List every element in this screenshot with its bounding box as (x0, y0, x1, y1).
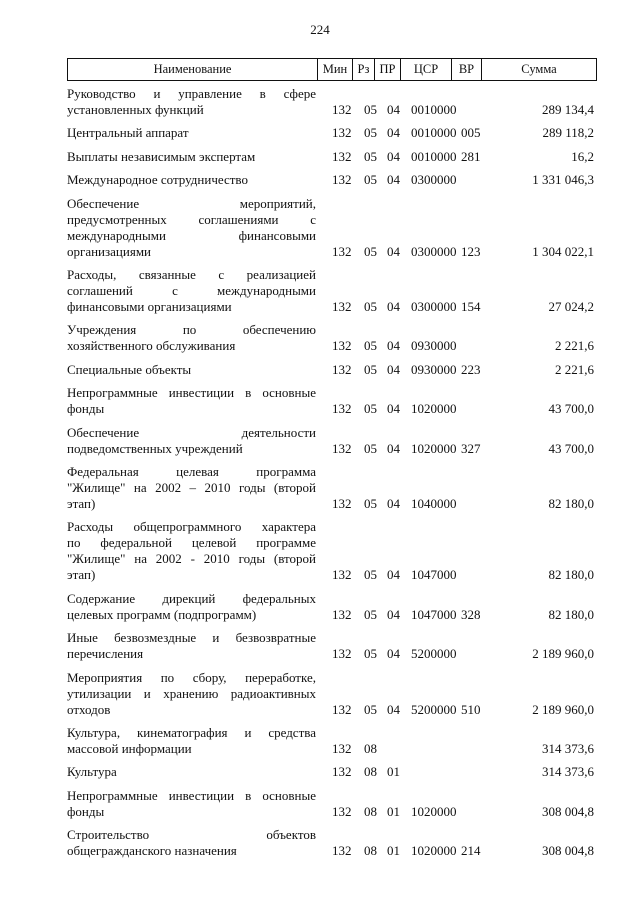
row-codes (67, 741, 597, 757)
row-sum: 1 304 022,1 (532, 243, 594, 259)
row-csr: 0010000 (411, 148, 457, 164)
row-name-line: утилизации и хранению радиоактивных (67, 685, 316, 701)
row-rz: 08 (364, 764, 377, 780)
row-codes (67, 102, 597, 118)
row-rz: 08 (364, 803, 377, 819)
row-csr: 0010000 (411, 125, 457, 141)
table-row (67, 267, 597, 315)
row-vr: 005 (461, 125, 481, 141)
row-name-line: Непрограммные инвестиции в основные (67, 787, 316, 803)
row-codes (67, 646, 597, 662)
row-csr: 1047000 (411, 606, 457, 622)
table-row (67, 149, 597, 165)
row-name-line: Учреждения по обеспечению (67, 322, 316, 338)
table-row (67, 827, 597, 859)
row-sum: 308 004,8 (542, 843, 594, 859)
header-min: Мин (317, 59, 352, 80)
row-rz: 05 (364, 125, 377, 141)
row-pr: 04 (387, 338, 400, 354)
row-csr: 0300000 (411, 243, 457, 259)
row-csr: 5200000 (411, 646, 457, 662)
table-row (67, 764, 597, 780)
row-name-line: массовой информации (67, 741, 192, 756)
row-min: 132 (332, 172, 352, 188)
row-name-line: хозяйственного обслуживания (67, 338, 236, 354)
row-name-line: предусмотренных соглашениями с (67, 211, 316, 227)
row-codes (67, 441, 597, 457)
table-row (67, 362, 597, 378)
row-vr: 223 (461, 361, 481, 377)
row-name-line: этап) (67, 567, 96, 583)
row-name-line: фонды (67, 803, 105, 819)
row-name-line: Специальные объекты (67, 361, 192, 377)
row-pr: 04 (387, 148, 400, 164)
row-vr: 328 (461, 606, 481, 622)
row-pr: 04 (387, 172, 400, 188)
row-rz: 05 (364, 701, 377, 717)
row-pr: 04 (387, 440, 400, 456)
row-min: 132 (332, 764, 352, 780)
row-vr: 123 (461, 243, 481, 259)
row-name-line: перечисления (67, 646, 144, 662)
row-pr: 01 (387, 764, 400, 780)
row-csr: 0930000 (411, 338, 457, 354)
row-name-line: этап) (67, 496, 96, 511)
row-rz: 05 (364, 361, 377, 377)
row-name-line: Международное сотрудничество (67, 172, 248, 188)
row-csr: 1020000 (411, 843, 457, 859)
row-sum: 308 004,8 (542, 803, 594, 819)
row-codes (67, 244, 597, 260)
row-min: 132 (332, 243, 352, 259)
row-csr: 1040000 (411, 496, 457, 511)
table-row (67, 519, 597, 583)
row-pr: 01 (387, 803, 400, 819)
header-name: Наименование (153, 62, 232, 76)
row-codes (67, 362, 597, 378)
row-rz: 05 (364, 567, 377, 583)
table-row (67, 464, 597, 512)
row-rz: 05 (364, 299, 377, 314)
row-min: 132 (332, 843, 352, 859)
row-name-line: Расходы общепрограммного характера (67, 519, 316, 535)
row-rz: 05 (364, 243, 377, 259)
row-name-line: Мероприятия по сбору, переработке, (67, 669, 316, 685)
row-name-line: Культура (67, 764, 117, 780)
row-min: 132 (332, 496, 352, 511)
row-min: 132 (332, 606, 352, 622)
table-row (67, 196, 597, 260)
row-min: 132 (332, 338, 352, 354)
table-row (67, 630, 597, 662)
row-sum: 289 118,2 (542, 125, 594, 141)
row-pr: 04 (387, 496, 400, 511)
row-name-line: Обеспечение мероприятий, (67, 195, 316, 211)
row-min: 132 (332, 803, 352, 819)
table-row (67, 591, 597, 623)
row-name-line: по федеральной целевой программе (67, 535, 316, 551)
row-codes (67, 299, 597, 315)
row-name-line: международными финансовыми (67, 227, 316, 243)
row-sum: 82 180,0 (548, 606, 594, 622)
row-name-line: фонды (67, 401, 105, 417)
row-name-line: Непрограммные инвестиции в основные (67, 385, 316, 401)
row-sum: 314 373,6 (542, 741, 594, 756)
row-name-line: отходов (67, 701, 111, 717)
row-csr: 0930000 (411, 361, 457, 377)
row-codes (67, 496, 597, 512)
row-pr: 04 (387, 125, 400, 141)
row-min: 132 (332, 148, 352, 164)
header-vr: ВР (451, 59, 481, 80)
row-csr: 0300000 (411, 172, 457, 188)
row-rz: 05 (364, 102, 377, 117)
row-rz: 05 (364, 440, 377, 456)
row-sum: 43 700,0 (548, 440, 594, 456)
row-codes (67, 843, 597, 859)
row-name-line: Строительство объектов (67, 827, 316, 843)
row-name-line: Иные безвозмездные и безвозвратные (67, 630, 316, 646)
table-row (67, 322, 597, 354)
row-min: 132 (332, 567, 352, 583)
row-rz: 05 (364, 496, 377, 511)
table-header (67, 58, 597, 81)
row-codes (67, 172, 597, 188)
row-rz: 08 (364, 741, 377, 756)
row-codes (67, 338, 597, 354)
row-codes (67, 764, 597, 780)
row-min: 132 (332, 401, 352, 417)
row-rz: 05 (364, 606, 377, 622)
row-sum: 16,2 (571, 148, 594, 164)
row-codes (67, 702, 597, 718)
table-row (67, 725, 597, 757)
row-codes (67, 567, 597, 583)
row-rz: 05 (364, 148, 377, 164)
row-pr: 04 (387, 606, 400, 622)
header-csr: ЦСР (400, 59, 451, 80)
row-csr: 1020000 (411, 401, 457, 417)
row-sum: 27 024,2 (548, 299, 594, 314)
row-vr: 214 (461, 843, 481, 859)
row-pr: 04 (387, 646, 400, 662)
row-min: 132 (332, 299, 352, 314)
row-sum: 2 221,6 (555, 338, 594, 354)
row-name-line: Руководство и управление в сфере (67, 86, 316, 101)
row-min: 132 (332, 102, 352, 117)
row-pr: 04 (387, 102, 400, 117)
table-row (67, 788, 597, 820)
row-codes (67, 804, 597, 820)
row-codes (67, 125, 597, 141)
header-pr: ПР (374, 59, 400, 80)
row-codes (67, 607, 597, 623)
row-csr: 0010000 (411, 102, 457, 117)
row-pr: 01 (387, 843, 400, 859)
row-rz: 05 (364, 401, 377, 417)
row-name-line: "Жилище" на 2002 – 2010 годы (второй (67, 480, 316, 495)
row-name-line: Культура, кинематография и средства (67, 725, 316, 740)
row-rz: 05 (364, 646, 377, 662)
row-name-line: Содержание дирекций федеральных (67, 590, 316, 606)
row-name-line: Выплаты независимым экспертам (67, 148, 256, 164)
row-sum: 289 134,4 (542, 102, 594, 117)
row-min: 132 (332, 701, 352, 717)
table-row (67, 86, 597, 118)
row-pr: 04 (387, 567, 400, 583)
row-codes (67, 401, 597, 417)
row-rz: 05 (364, 172, 377, 188)
table-row (67, 385, 597, 417)
page-number: 224 (310, 22, 330, 37)
row-codes (67, 149, 597, 165)
row-csr: 5200000 (411, 701, 457, 717)
row-vr: 510 (461, 701, 481, 717)
row-min: 132 (332, 440, 352, 456)
row-name-line: организациями (67, 243, 151, 259)
row-name-line: подведомственных учреждений (67, 440, 243, 456)
row-pr: 04 (387, 401, 400, 417)
row-vr: 281 (461, 148, 481, 164)
row-sum: 82 180,0 (548, 496, 594, 511)
row-csr: 0300000 (411, 299, 457, 314)
row-name-line: целевых программ (подпрограмм) (67, 606, 257, 622)
row-csr: 1020000 (411, 803, 457, 819)
row-min: 132 (332, 125, 352, 141)
row-name-line: Центральный аппарат (67, 125, 189, 141)
row-name-line: Расходы, связанные с реализацией (67, 267, 316, 282)
row-name-line: "Жилище" на 2002 - 2010 годы (второй (67, 551, 316, 567)
table-row (67, 172, 597, 188)
table-row (67, 125, 597, 141)
row-pr: 04 (387, 701, 400, 717)
row-sum: 2 221,6 (555, 361, 594, 377)
row-sum: 2 189 960,0 (532, 701, 594, 717)
row-rz: 05 (364, 338, 377, 354)
row-pr: 04 (387, 299, 400, 314)
row-sum: 2 189 960,0 (532, 646, 594, 662)
row-vr: 327 (461, 440, 481, 456)
row-name-line: установленных функций (67, 102, 204, 117)
row-name-line: общегражданского назначения (67, 843, 237, 859)
row-sum: 43 700,0 (548, 401, 594, 417)
row-vr: 154 (461, 299, 481, 314)
row-name-line: финансовыми организациями (67, 299, 232, 314)
row-name-line: соглашений с международными (67, 283, 316, 298)
row-sum: 314 373,6 (542, 764, 594, 780)
header-sum: Сумма (481, 59, 596, 80)
row-min: 132 (332, 741, 352, 756)
row-pr: 04 (387, 361, 400, 377)
row-csr: 1047000 (411, 567, 457, 583)
row-min: 132 (332, 361, 352, 377)
row-sum: 1 331 046,3 (532, 172, 594, 188)
row-name-line: Обеспечение деятельности (67, 424, 316, 440)
table-row (67, 670, 597, 718)
table-row (67, 425, 597, 457)
row-csr: 1020000 (411, 440, 457, 456)
row-rz: 08 (364, 843, 377, 859)
header-rz: Рз (352, 59, 374, 80)
row-pr: 04 (387, 243, 400, 259)
row-sum: 82 180,0 (548, 567, 594, 583)
row-min: 132 (332, 646, 352, 662)
row-name-line: Федеральная целевая программа (67, 464, 316, 479)
